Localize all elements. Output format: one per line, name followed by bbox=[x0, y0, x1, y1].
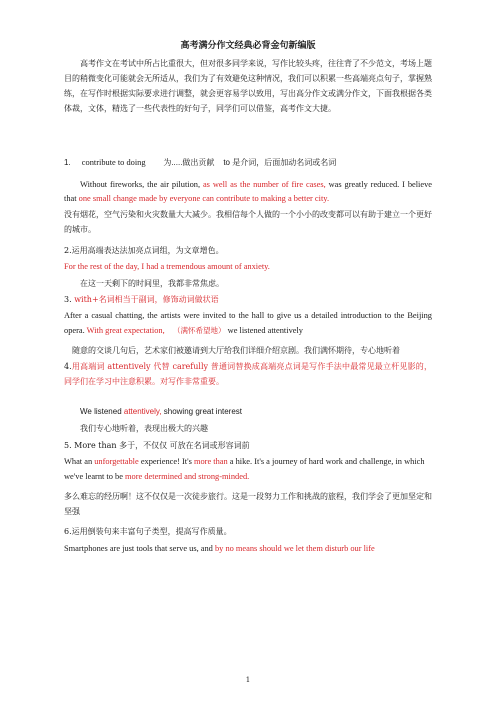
section-2-heading: 2.运用高端表达法加亮点词组，为文章增色。 bbox=[64, 246, 224, 255]
example-5-chinese: 多么难忘的经历啊！这不仅仅是一次徒步旅行。这是一段努力工作和挑战的旅程，我们学会了更加坚定和坚强 bbox=[64, 492, 432, 516]
example-6-english: Smartphones are just tools that serve us, and by no means should we let them disturb our life bbox=[64, 544, 375, 553]
section-1-heading: 1. contribute to doing 为.....做出贡献 to 是介词，后面加动名词或名词 bbox=[64, 158, 337, 167]
example-5-english: What an unforgettable experience! It's more than a hike. It's a journey of hard work and challenge, in which we've learnt to be more determined and strong-minded. bbox=[64, 457, 425, 481]
example-3-chinese: 随意的交谈几句后，艺术家们被邀请到大厅给我们详细介绍京剧。我们满怀期待，专心地听着 bbox=[72, 346, 400, 355]
example-2-chinese: 在这一天剩下的时间里，我都非常焦虑。 bbox=[80, 279, 224, 288]
intro-paragraph: 高考作文在考试中所占比重很大，但对很多同学来说，写作比较头疼，往往背了不少范文，考场上题目的稍微变化可能就会无所适从，我们为了有效避免这种情况，我们可以积累一些高端亮点句子，掌握熟练，在写作时根据实际要求进行调整，就会更容易学以致用，写出高分作文或满分作文，下面我根据各类体裁，文体，精选了一些代表性的好句子，同学们可以借鉴，高考作文大捷。 bbox=[64, 59, 432, 113]
example-2-english: For the rest of the day, I had a tremendous amount of anxiety. bbox=[64, 262, 270, 271]
page-number: 1 bbox=[245, 676, 251, 684]
example-4-english: We listened attentively, showing great interest bbox=[80, 407, 243, 416]
section-6-heading: 6.运用倒装句来丰富句子类型，提高写作质量。 bbox=[64, 527, 232, 536]
example-3-english: After a casual chatting, the artists were invited to the hall to give us a detailed introduction to the Beijing opera. With great expectation, （满怀希望地） we listened attentively bbox=[64, 311, 432, 335]
example-1-english: Without fireworks, the air pilution, as well as the number of fire cases, was greatly reduced. I believe that one small change made by everyone can contribute to making a better city. bbox=[64, 180, 432, 203]
example-4-chinese: 我们专心地听着，表现出极大的兴趣 bbox=[80, 424, 208, 433]
page-title: 高考满分作文经典必背金句新编版 bbox=[180, 41, 316, 51]
section-5-heading: 5. More than 多于，不仅仅 可放在名词或形容词前 bbox=[64, 441, 250, 450]
section-4-heading: 4.用高端词 attentively 代替 carefully 普通词替换成高端亮点词是写作手法中最常见最立杆见影的，同学们在学习中注意积累。对写作非常重要。 bbox=[64, 362, 432, 386]
section-3-heading: 3. with+名词相当于副词，修饰动词做状语 bbox=[64, 295, 219, 304]
example-1-chinese: 没有烟花，空气污染和火灾数量大大减少。我相信每个人做的一个小小的改变都可以有助于建立一个更好的城市。 bbox=[64, 210, 432, 234]
